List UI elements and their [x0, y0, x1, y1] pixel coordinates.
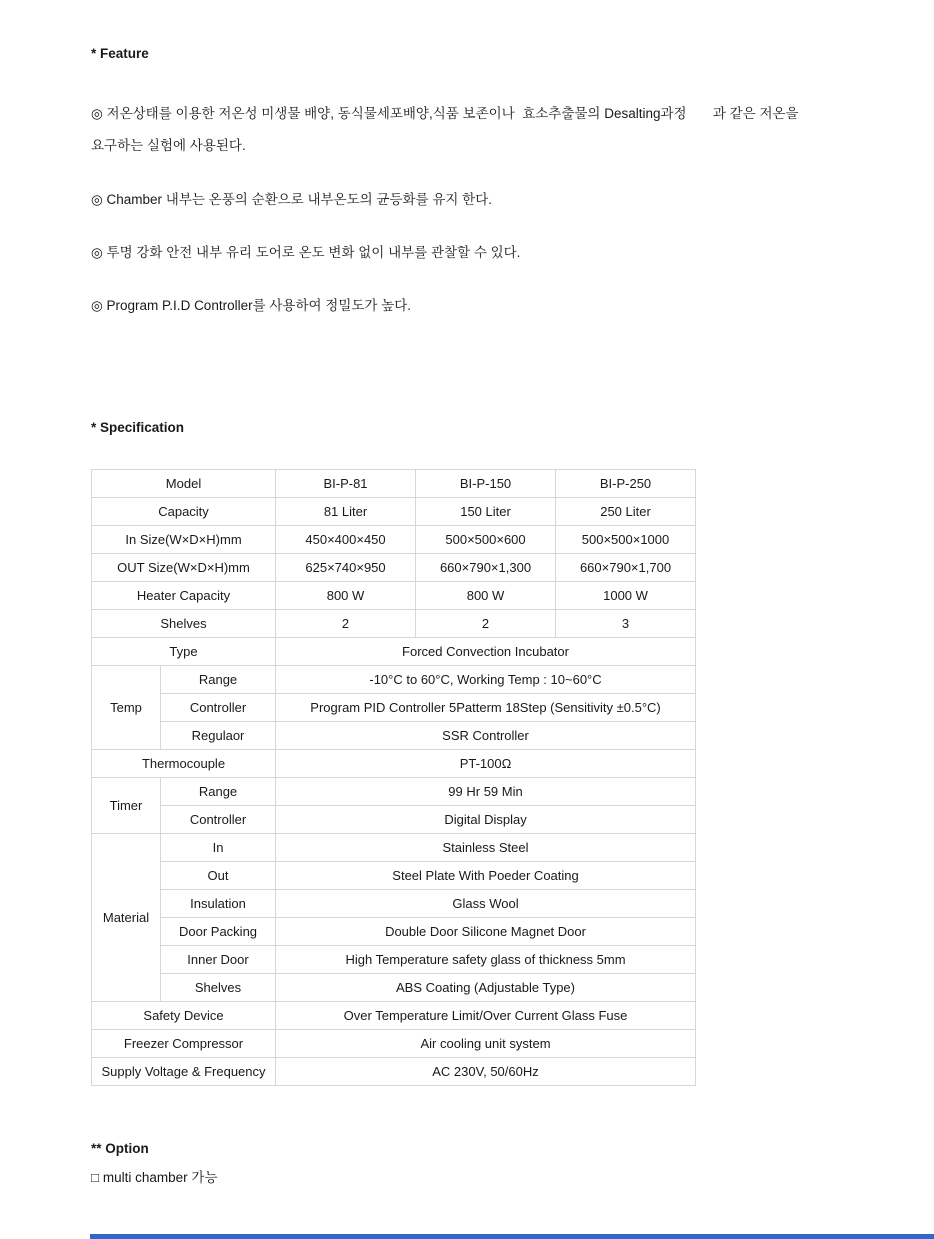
- table-row: [92, 750, 696, 778]
- feature-bullet: ◎ 투명 강화 안전 내부 유리 도어로 온도 변화 없이 내부를 관찰할 수 있다.: [91, 245, 521, 260]
- table-row: [92, 610, 696, 638]
- row-value: BI-P-250: [556, 470, 696, 498]
- row-value: AC 230V, 50/60Hz: [276, 1058, 696, 1086]
- row-label: Range: [161, 666, 276, 694]
- row-label: Safety Device: [92, 1002, 276, 1030]
- row-value: PT-100Ω: [276, 750, 696, 778]
- row-label: OUT Size(W×D×H)mm: [92, 554, 276, 582]
- row-label: Door Packing: [161, 918, 276, 946]
- row-label: Heater Capacity: [92, 582, 276, 610]
- table-row: [92, 526, 696, 554]
- row-value: BI-P-81: [276, 470, 416, 498]
- row-value: Double Door Silicone Magnet Door: [276, 918, 696, 946]
- row-label: Controller: [161, 694, 276, 722]
- row-value: Program PID Controller 5Patterm 18Step (Sensitivity ±0.5°C): [276, 694, 696, 722]
- row-value: 800 W: [416, 582, 556, 610]
- feature-bullet: ◎ Program P.I.D Controller를 사용하여 정밀도가 높다.: [91, 298, 412, 313]
- row-label: In: [161, 834, 276, 862]
- row-label: Range: [161, 778, 276, 806]
- feature-heading: * Feature: [91, 46, 149, 61]
- row-group-label: Temp: [92, 666, 161, 750]
- row-value: 99 Hr 59 Min: [276, 778, 696, 806]
- row-group-label: Timer: [92, 778, 161, 834]
- row-label: Model: [92, 470, 276, 498]
- row-label: Supply Voltage & Frequency: [92, 1058, 276, 1086]
- row-value: BI-P-150: [416, 470, 556, 498]
- row-value: 81 Liter: [276, 498, 416, 526]
- row-value: -10°C to 60°C, Working Temp : 10~60°C: [276, 666, 696, 694]
- row-value: 800 W: [276, 582, 416, 610]
- row-value: 500×500×1000: [556, 526, 696, 554]
- table-row: [92, 778, 696, 806]
- option-heading: ** Option: [91, 1141, 149, 1156]
- table-row: [92, 554, 696, 582]
- table-row: [92, 1058, 696, 1086]
- table-row: [92, 806, 696, 834]
- footer-divider-bar: [90, 1234, 934, 1239]
- specification-table: [91, 469, 696, 1086]
- table-row: [92, 890, 696, 918]
- feature-bullet: ◎ 저온상태를 이용한 저온성 미생물 배양, 동식물세포배양,식품 보존이나 효소추출물의 Desalting과정 과 같은 저온을 요구하는 실험에 사용된다.: [91, 106, 803, 153]
- table-row: [92, 918, 696, 946]
- table-row: [92, 638, 696, 666]
- table-row: [92, 974, 696, 1002]
- row-label: In Size(W×D×H)mm: [92, 526, 276, 554]
- row-value: SSR Controller: [276, 722, 696, 750]
- table-row: [92, 862, 696, 890]
- row-value: High Temperature safety glass of thickness 5mm: [276, 946, 696, 974]
- table-row: [92, 666, 696, 694]
- row-value: Glass Wool: [276, 890, 696, 918]
- row-label: Thermocouple: [92, 750, 276, 778]
- table-row: [92, 1030, 696, 1058]
- row-value: 250 Liter: [556, 498, 696, 526]
- row-value: 2: [416, 610, 556, 638]
- table-row: [92, 722, 696, 750]
- row-label: Inner Door: [161, 946, 276, 974]
- row-value: 3: [556, 610, 696, 638]
- row-value: Over Temperature Limit/Over Current Glass Fuse: [276, 1002, 696, 1030]
- row-value: 1000 W: [556, 582, 696, 610]
- row-label: Out: [161, 862, 276, 890]
- table-row: [92, 946, 696, 974]
- row-label: Capacity: [92, 498, 276, 526]
- row-value: 660×790×1,300: [416, 554, 556, 582]
- table-row: [92, 834, 696, 862]
- table-row: [92, 498, 696, 526]
- row-label: Controller: [161, 806, 276, 834]
- row-value: 450×400×450: [276, 526, 416, 554]
- table-row: [92, 1002, 696, 1030]
- specification-heading: * Specification: [91, 420, 185, 435]
- table-row: [92, 694, 696, 722]
- row-value: 2: [276, 610, 416, 638]
- feature-bullets: [91, 98, 934, 322]
- row-value: Forced Convection Incubator: [276, 638, 696, 666]
- row-group-label: Material: [92, 834, 161, 1002]
- row-value: ABS Coating (Adjustable Type): [276, 974, 696, 1002]
- row-label: Shelves: [161, 974, 276, 1002]
- table-row: [92, 470, 696, 498]
- row-value: Stainless Steel: [276, 834, 696, 862]
- feature-bullet: ◎ Chamber 내부는 온풍의 순환으로 내부온도의 균등화를 유지 한다.: [91, 192, 493, 207]
- row-label: Shelves: [92, 610, 276, 638]
- row-value: Steel Plate With Poeder Coating: [276, 862, 696, 890]
- row-value: Digital Display: [276, 806, 696, 834]
- row-label: Type: [92, 638, 276, 666]
- row-value: 660×790×1,700: [556, 554, 696, 582]
- row-value: Air cooling unit system: [276, 1030, 696, 1058]
- row-value: 625×740×950: [276, 554, 416, 582]
- row-value: 150 Liter: [416, 498, 556, 526]
- row-value: 500×500×600: [416, 526, 556, 554]
- row-label: Insulation: [161, 890, 276, 918]
- table-row: [92, 582, 696, 610]
- option-item: □ multi chamber 가능: [91, 1170, 218, 1185]
- row-label: Freezer Compressor: [92, 1030, 276, 1058]
- row-label: Regulaor: [161, 722, 276, 750]
